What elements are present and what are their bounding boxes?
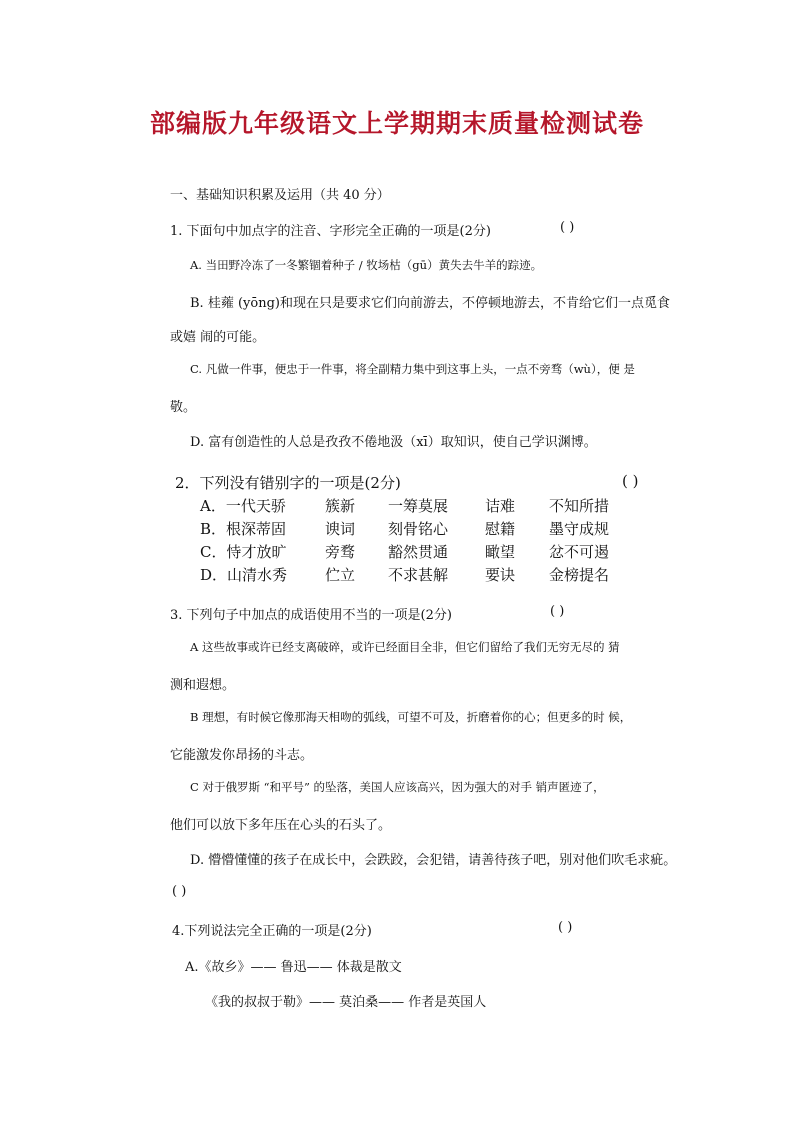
- option-word: 簇新: [325, 497, 356, 515]
- question-1-option-b-line2: 或嬉 闹的可能。: [170, 330, 266, 345]
- option-word: 要诀: [485, 566, 516, 584]
- question-3-option-b-line1: B 理想，有时候它像那海天相吻的弧线，可望不可及，折磨着你的心；但更多的时 候，: [190, 710, 632, 724]
- question-2-options: [0, 495, 794, 590]
- option-word: 刻骨铭心: [388, 520, 449, 538]
- option-word: 不知所措: [549, 497, 610, 515]
- option-word: A．一代天骄: [200, 497, 286, 515]
- question-1-option-c-line1: C. 凡做一件事，便忠于一件事，将全副精力集中到这事上头，一点不旁骛（wù），便 是: [190, 362, 635, 376]
- option-word: 旁骛: [325, 543, 356, 561]
- option-word: 金榜提名: [549, 566, 610, 584]
- question-1-stem: 1. 下面句中加点字的注音、字形完全正确的一项是(2分): [170, 224, 491, 239]
- question-3-option-a-line1: A 这些故事或许已经支离破碎，或许已经面目全非，但它们留给了我们无穷无尽的 猜: [190, 640, 620, 654]
- option-word: 伫立: [325, 566, 356, 584]
- option-word: 豁然贯通: [388, 543, 449, 561]
- question-4-stem: 4.下列说法完全正确的一项是(2分): [172, 924, 372, 939]
- question-4-option-a: A.《故乡》—— 鲁迅—— 体裁是散文: [185, 960, 402, 975]
- question-3-option-c-line1: C 对于俄罗斯 “和平号” 的坠落，美国人应该高兴，因为强大的对手 销声匿迹了，: [190, 780, 605, 794]
- question-1-option-a: A. 当田野冷冻了一冬繁锢着种子 / 牧场枯（gū）黄失去牛羊的踪迹。: [190, 258, 543, 272]
- option-word: B．根深蒂固: [200, 520, 287, 538]
- question-2-answer-bracket: ( ): [622, 472, 639, 490]
- question-3-option-a-line2: 测和遐想。: [170, 678, 236, 693]
- option-word: C．恃才放旷: [200, 543, 287, 561]
- option-word: D．山清水秀: [200, 566, 288, 584]
- question-3-stem: 3. 下列句子中加点的成语使用不当的一项是(2分): [170, 608, 452, 623]
- question-4-option-b: 《我的叔叔于勒》—— 莫泊桑—— 作者是英国人: [205, 995, 487, 1010]
- question-2-stem: 2．下列没有错别字的一项是(2分): [175, 474, 401, 492]
- option-word: 一筹莫展: [388, 497, 449, 515]
- option-word: 谀词: [325, 520, 356, 538]
- question-1-answer-bracket: ( ): [560, 220, 575, 235]
- section-heading: 一、基础知识积累及运用（共 40 分）: [170, 188, 390, 203]
- question-3-option-c-line2: 他们可以放下多年压在心头的石头了。: [170, 818, 392, 833]
- question-3-answer-bracket: ( ): [550, 604, 565, 619]
- option-word: 慰籍: [485, 520, 516, 538]
- question-1-option-c-line2: 敬。: [170, 400, 197, 415]
- question-4-answer-bracket: ( ): [558, 920, 573, 935]
- option-word: 瞰望: [485, 543, 516, 561]
- option-word: 忿不可遏: [549, 543, 610, 561]
- question-1-option-d: D. 富有创造性的人总是孜孜不倦地汲（xī）取知识，使自己学识渊博。: [190, 435, 597, 450]
- page-title: 部编版九年级语文上学期期末质量检测试卷: [149, 109, 644, 138]
- option-word: 墨守成规: [549, 520, 610, 538]
- question-3-answer-bracket-trailing: ( ): [172, 884, 187, 899]
- option-word: 不求甚解: [388, 566, 449, 584]
- question-3-option-d: D. 懵懵懂懂的孩子在成长中，会跌跤，会犯错，请善待孩子吧，别对他们吹毛求疵。: [190, 853, 677, 868]
- option-word: 诘难: [485, 497, 516, 515]
- question-3-option-b-line2: 它能激发你昂扬的斗志。: [170, 748, 314, 763]
- question-1-option-b-line1: B. 桂蕹 (yōng)和现在只是要求它们向前游去，不停顿地游去，不肯给它们一点觅食: [190, 296, 670, 311]
